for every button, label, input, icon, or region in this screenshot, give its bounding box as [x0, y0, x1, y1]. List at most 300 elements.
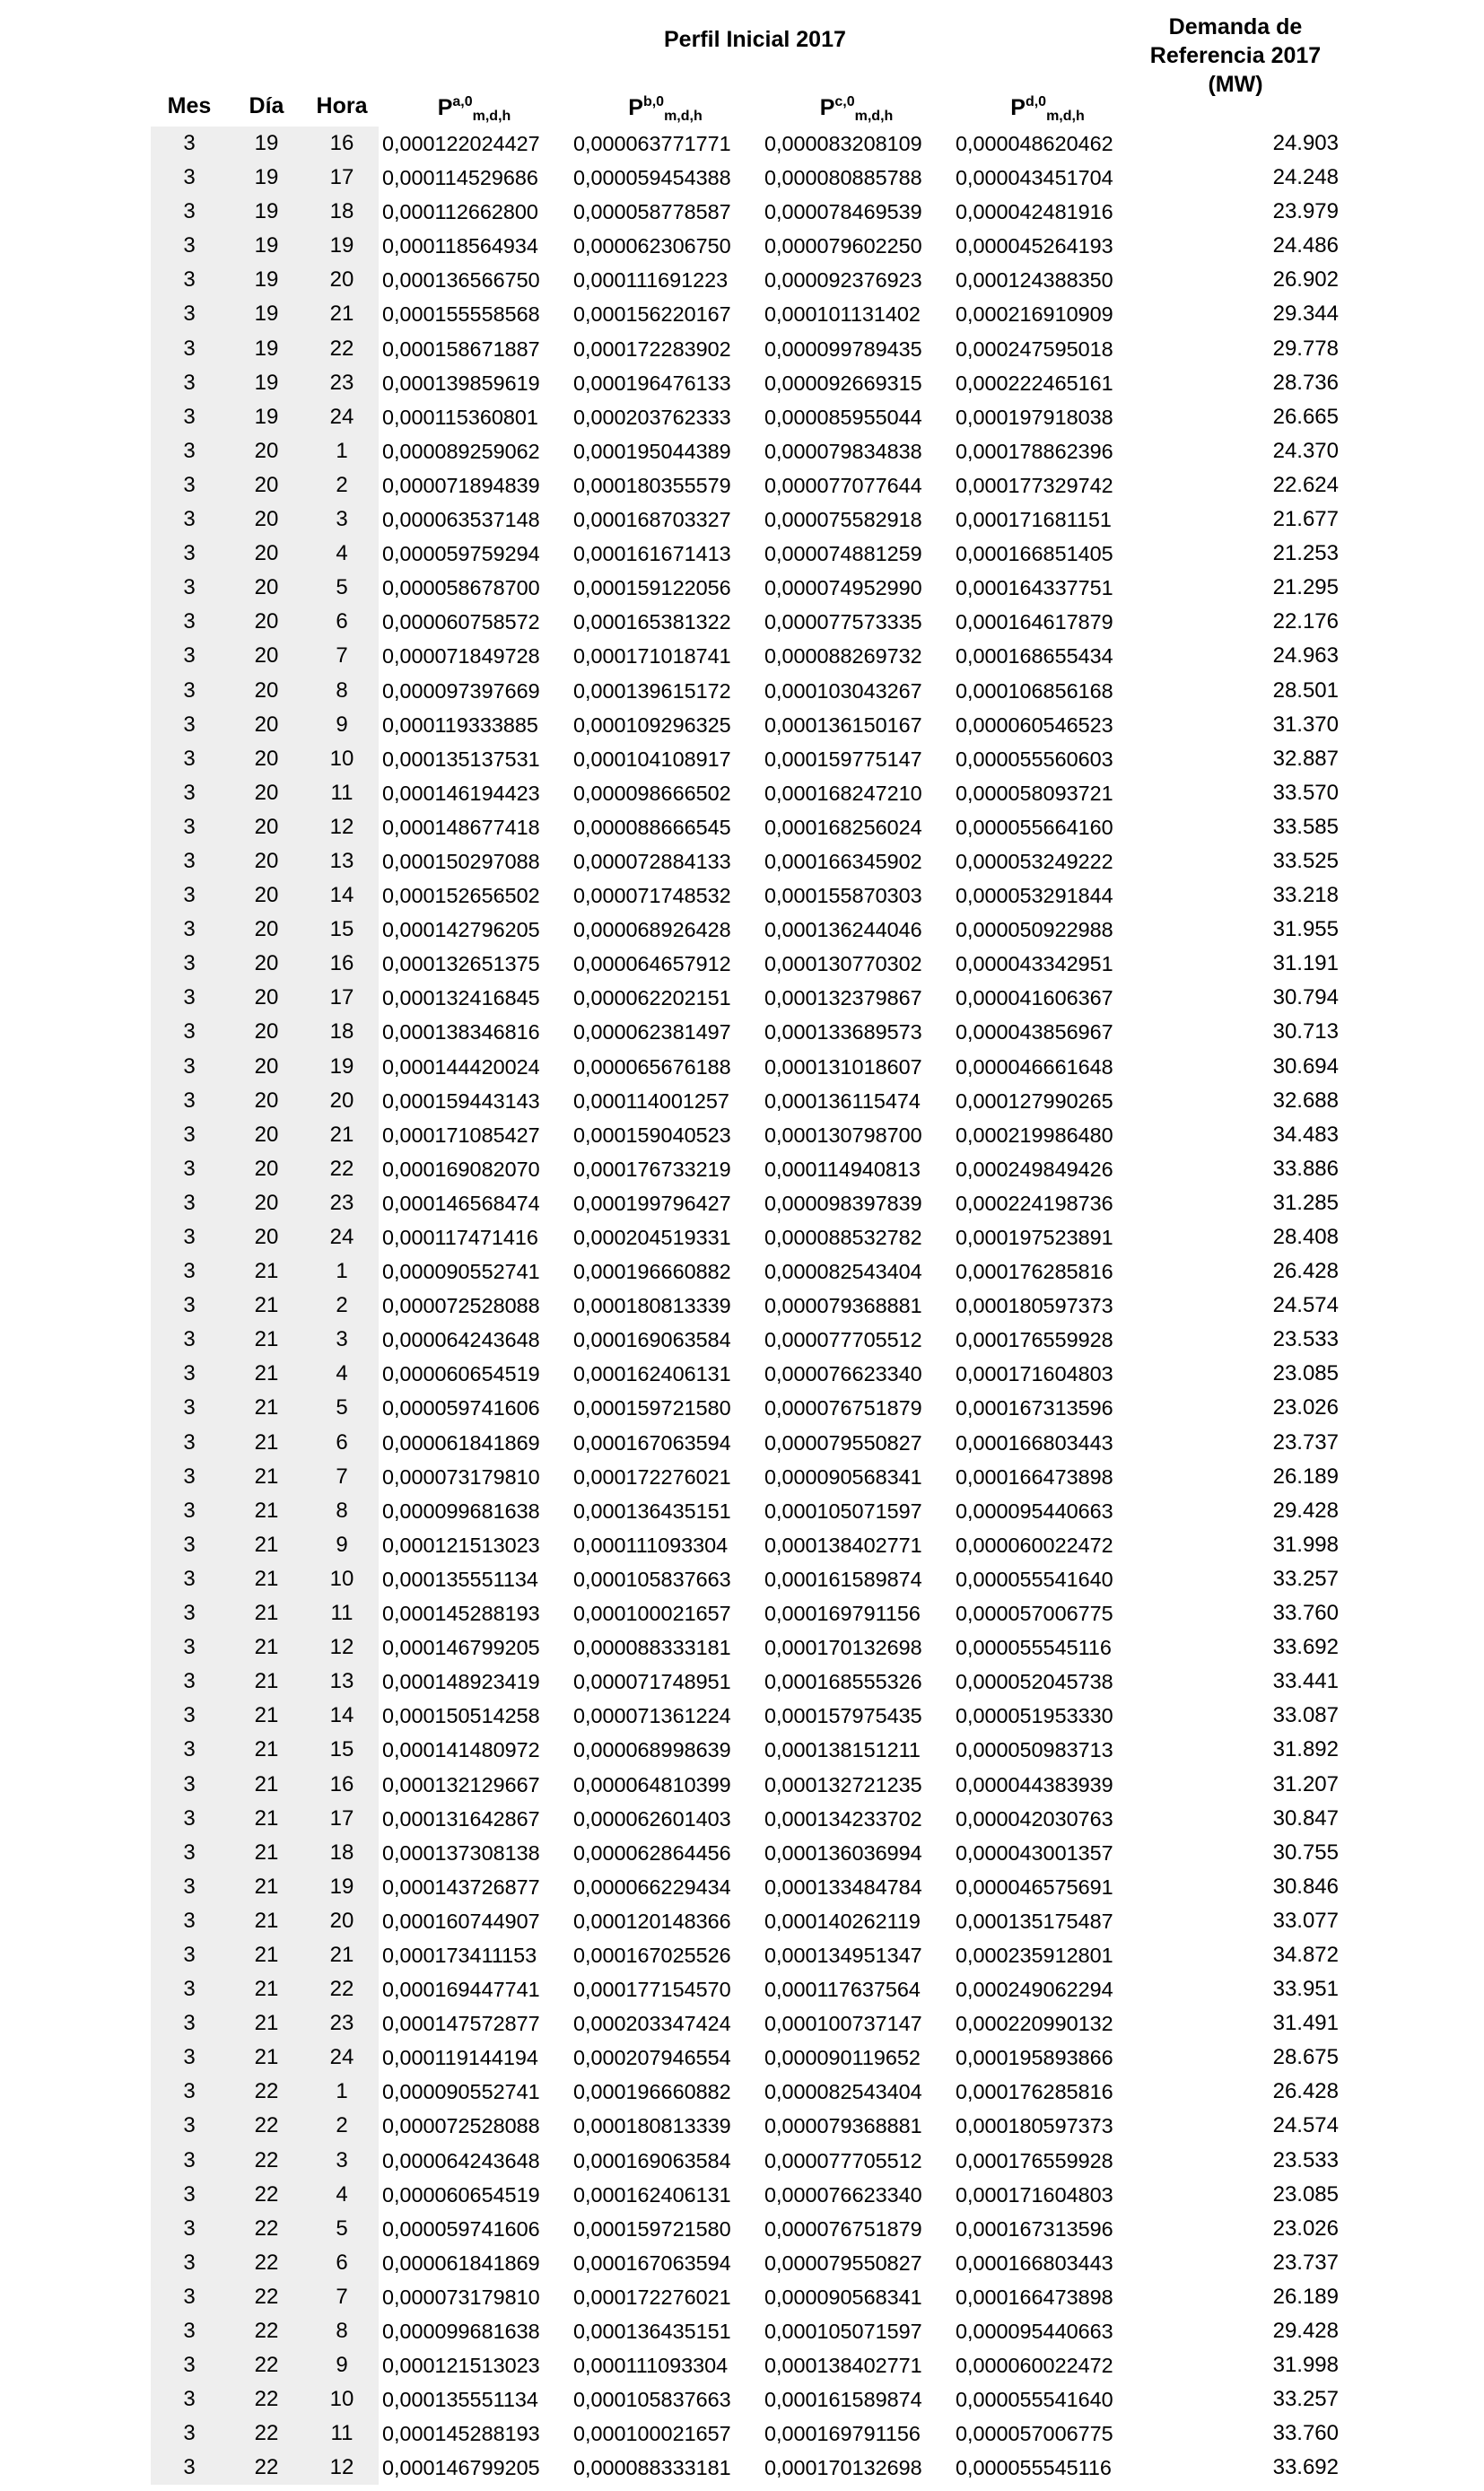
- table-row: [151, 503, 1348, 537]
- cell-demanda: 32.688: [1272, 1088, 1339, 1113]
- cell-p-c: 0,000136150167: [764, 712, 922, 737]
- cell-p-a: 0,000118564934: [382, 234, 538, 258]
- cell-p-d: 0,000058093721: [956, 781, 1113, 805]
- table-row: [151, 1733, 1348, 1767]
- cell-p-a: 0,000147572877: [382, 2012, 540, 2036]
- table-row: [151, 332, 1348, 366]
- cell-hora: 20: [329, 1088, 354, 1113]
- cell-p-c: 0,000105071597: [764, 2320, 922, 2343]
- row-key-cells: [151, 1802, 379, 1836]
- cell-p-a: 0,000155558568: [382, 302, 540, 327]
- cell-p-a: 0,000132416845: [382, 986, 540, 1010]
- row-key-cells: [151, 2348, 379, 2382]
- row-key-cells: [151, 571, 379, 605]
- cell-p-d: 0,000124388350: [956, 268, 1113, 293]
- table-row: [151, 1562, 1348, 1596]
- cell-p-b: 0,000207946554: [573, 2046, 731, 2070]
- table-row: [151, 1323, 1348, 1357]
- cell-demanda: 23.533: [1272, 1327, 1339, 1352]
- cell-p-d: 0,000127990265: [956, 1088, 1113, 1113]
- cell-p-d: 0,000219986480: [956, 1123, 1113, 1147]
- cell-p-a: 0,000121513023: [382, 2354, 540, 2378]
- header-p-b-sub: m,d,h: [664, 109, 703, 124]
- cell-p-a: 0,000073179810: [382, 1464, 540, 1489]
- table-row: [151, 776, 1348, 810]
- row-key-cells: [151, 2314, 379, 2348]
- cell-p-c: 0,000092376923: [764, 268, 922, 293]
- cell-p-d: 0,000171681151: [956, 508, 1112, 532]
- cell-dia: 22: [254, 2353, 279, 2378]
- row-key-cells: [151, 742, 379, 776]
- row-key-cells: [151, 1596, 379, 1630]
- cell-hora: 22: [329, 336, 354, 361]
- cell-dia: 21: [254, 1464, 279, 1489]
- cell-p-d: 0,000176559928: [956, 1328, 1113, 1352]
- cell-dia: 20: [254, 1122, 279, 1147]
- cell-p-d: 0,000053249222: [956, 849, 1113, 873]
- row-key-cells: [151, 1768, 379, 1802]
- cell-hora: 21: [329, 302, 354, 327]
- cell-dia: 20: [254, 1190, 279, 1215]
- cell-p-b: 0,000169063584: [573, 1328, 731, 1352]
- table-row: [151, 1665, 1348, 1699]
- table-row: [151, 1938, 1348, 1972]
- cell-p-b: 0,000111093304: [573, 1533, 729, 1557]
- cell-p-a: 0,000144420024: [382, 1054, 540, 1079]
- cell-hora: 7: [336, 2284, 348, 2309]
- cell-p-d: 0,000043342951: [956, 952, 1113, 976]
- cell-mes: 3: [183, 1703, 196, 1728]
- cell-p-d: 0,000095440663: [956, 2320, 1113, 2343]
- cell-p-d: 0,000095440663: [956, 1499, 1113, 1523]
- row-key-cells: [151, 434, 379, 468]
- row-key-cells: [151, 2417, 379, 2451]
- cell-p-d: 0,000060022472: [956, 1533, 1113, 1557]
- cell-p-c: 0,000085955044: [764, 405, 922, 429]
- row-key-cells: [151, 1050, 379, 1084]
- cell-mes: 3: [183, 677, 196, 703]
- cell-p-b: 0,000111691223: [573, 268, 729, 293]
- cell-p-d: 0,000166803443: [956, 2251, 1113, 2275]
- header-hora: Hora: [316, 93, 368, 118]
- cell-p-b: 0,000068998639: [573, 1738, 731, 1762]
- cell-p-c: 0,000075582918: [764, 508, 922, 532]
- cell-demanda: 24.370: [1272, 438, 1339, 463]
- header-demanda-line2: Referencia 2017: [1149, 43, 1322, 68]
- cell-mes: 3: [183, 1908, 196, 1933]
- table-row: [151, 1289, 1348, 1323]
- cell-p-a: 0,000099681638: [382, 2320, 540, 2343]
- cell-p-d: 0,000055541640: [956, 1567, 1113, 1591]
- cell-mes: 3: [183, 848, 196, 873]
- cell-p-c: 0,000090119652: [764, 2046, 921, 2070]
- cell-mes: 3: [183, 643, 196, 669]
- cell-dia: 21: [254, 1669, 279, 1694]
- cell-p-c: 0,000134233702: [764, 1806, 922, 1831]
- row-key-cells: [151, 1630, 379, 1665]
- cell-dia: 20: [254, 472, 279, 497]
- cell-p-a: 0,000119333885: [382, 712, 538, 737]
- row-key-cells: [151, 1665, 379, 1699]
- cell-hora: 22: [329, 1977, 354, 2002]
- cell-mes: 3: [183, 1566, 196, 1591]
- cell-hora: 19: [329, 1874, 354, 1899]
- cell-dia: 21: [254, 1635, 279, 1660]
- cell-p-b: 0,000168703327: [573, 508, 731, 532]
- cell-p-c: 0,000082543404: [764, 1260, 922, 1284]
- table-row: [151, 1699, 1348, 1733]
- cell-hora: 19: [329, 233, 354, 258]
- cell-mes: 3: [183, 1840, 196, 1865]
- cell-mes: 3: [183, 1088, 196, 1113]
- cell-demanda: 26.428: [1272, 2079, 1339, 2104]
- cell-p-a: 0,000064243648: [382, 2148, 540, 2172]
- cell-hora: 17: [329, 1805, 354, 1831]
- cell-p-a: 0,000059741606: [382, 2216, 540, 2241]
- row-key-cells: [151, 1084, 379, 1118]
- cell-p-d: 0,000249062294: [956, 1978, 1113, 2002]
- cell-p-c: 0,000155870303: [764, 884, 922, 908]
- cell-mes: 3: [183, 2421, 196, 2446]
- cell-p-a: 0,000090552741: [382, 1260, 540, 1284]
- cell-mes: 3: [183, 746, 196, 771]
- cell-dia: 21: [254, 1908, 279, 1933]
- table-row: [151, 1768, 1348, 1802]
- cell-p-c: 0,000077705512: [764, 2148, 922, 2172]
- cell-p-b: 0,000120148366: [573, 1909, 731, 1933]
- cell-p-b: 0,000204519331: [573, 1226, 731, 1249]
- cell-p-a: 0,000058678700: [382, 576, 540, 600]
- cell-p-c: 0,000170132698: [764, 2456, 922, 2480]
- cell-p-a: 0,000072528088: [382, 1294, 540, 1318]
- table-row: [151, 981, 1348, 1015]
- cell-p-a: 0,000089259062: [382, 439, 540, 463]
- cell-dia: 19: [254, 267, 279, 293]
- header-demanda-line3: (MW): [1208, 72, 1263, 97]
- row-key-cells: [151, 468, 379, 503]
- cell-p-d: 0,000055545116: [956, 1636, 1112, 1660]
- cell-p-c: 0,000159775147: [764, 747, 922, 771]
- table-row: [151, 2246, 1348, 2280]
- cell-p-b: 0,000167063594: [573, 1430, 731, 1455]
- cell-hora: 14: [329, 1703, 354, 1728]
- cell-demanda: 26.902: [1272, 267, 1339, 293]
- row-key-cells: [151, 2451, 379, 2485]
- cell-hora: 12: [329, 1635, 354, 1660]
- cell-hora: 12: [329, 814, 354, 839]
- cell-p-b: 0,000167025526: [573, 1943, 731, 1967]
- row-key-cells: [151, 708, 379, 742]
- row-key-cells: [151, 674, 379, 708]
- cell-dia: 21: [254, 1395, 279, 1420]
- cell-dia: 22: [254, 2250, 279, 2275]
- table-row: [151, 1904, 1348, 1938]
- cell-p-c: 0,000140262119: [764, 1909, 921, 1933]
- header-p-c-sup: c,0: [834, 94, 855, 109]
- row-key-cells: [151, 1015, 379, 1049]
- table-row: [151, 1186, 1348, 1220]
- table-row: [151, 537, 1348, 571]
- table-row: [151, 913, 1348, 947]
- cell-p-a: 0,000059741606: [382, 1396, 540, 1420]
- cell-p-d: 0,000247595018: [956, 337, 1113, 361]
- row-key-cells: [151, 2280, 379, 2314]
- table-row: [151, 400, 1348, 434]
- cell-p-d: 0,000043451704: [956, 166, 1113, 190]
- cell-p-c: 0,000079550827: [764, 2251, 922, 2275]
- cell-p-a: 0,000064243648: [382, 1328, 540, 1352]
- table-row: [151, 1528, 1348, 1562]
- header-mes: Mes: [167, 93, 212, 118]
- row-key-cells: [151, 1870, 379, 1904]
- cell-dia: 19: [254, 165, 279, 190]
- cell-p-d: 0,000055545116: [956, 2456, 1112, 2480]
- cell-p-a: 0,000071849728: [382, 644, 540, 669]
- cell-hora: 16: [329, 951, 354, 976]
- row-key-cells: [151, 366, 379, 400]
- cell-p-d: 0,000060022472: [956, 2354, 1113, 2378]
- cell-dia: 21: [254, 1498, 279, 1523]
- cell-p-b: 0,000072884133: [573, 849, 731, 873]
- row-key-cells: [151, 1733, 379, 1767]
- cell-demanda: 23.737: [1272, 1429, 1339, 1455]
- table-row: [151, 1460, 1348, 1494]
- table-row: [151, 195, 1348, 229]
- cell-p-d: 0,000042030763: [956, 1806, 1113, 1831]
- cell-p-a: 0,000099681638: [382, 1499, 540, 1523]
- cell-hora: 7: [336, 1464, 348, 1489]
- cell-p-a: 0,000122024427: [382, 132, 540, 155]
- cell-demanda: 22.176: [1272, 609, 1339, 634]
- table-row: [151, 674, 1348, 708]
- cell-p-b: 0,000162406131: [573, 1362, 731, 1386]
- cell-p-c: 0,000092669315: [764, 371, 922, 395]
- cell-p-c: 0,000077705512: [764, 1328, 922, 1352]
- cell-p-d: 0,000050983713: [956, 1738, 1113, 1762]
- cell-hora: 8: [336, 1498, 348, 1523]
- cell-hora: 6: [336, 1429, 348, 1455]
- cell-p-a: 0,000132651375: [382, 952, 540, 976]
- cell-dia: 21: [254, 2011, 279, 2036]
- cell-hora: 2: [336, 1293, 348, 1318]
- cell-mes: 3: [183, 575, 196, 600]
- cell-p-b: 0,000062306750: [573, 234, 731, 258]
- cell-mes: 3: [183, 1669, 196, 1694]
- cell-dia: 20: [254, 507, 279, 532]
- row-key-cells: [151, 1972, 379, 2006]
- cell-mes: 3: [183, 1122, 196, 1147]
- cell-p-c: 0,000098397839: [764, 1191, 922, 1215]
- cell-p-d: 0,000135175487: [956, 1909, 1113, 1933]
- cell-p-d: 0,000045264193: [956, 234, 1113, 258]
- table-row: [151, 2314, 1348, 2348]
- cell-p-c: 0,000132721235: [764, 1772, 922, 1796]
- cell-p-a: 0,000061841869: [382, 2251, 540, 2275]
- cell-dia: 19: [254, 131, 279, 155]
- table-row: [151, 2109, 1348, 2143]
- cell-mes: 3: [183, 2387, 196, 2412]
- cell-demanda: 30.847: [1272, 1805, 1339, 1831]
- cell-demanda: 24.903: [1272, 131, 1339, 155]
- cell-p-d: 0,000167313596: [956, 2216, 1113, 2241]
- row-key-cells: [151, 263, 379, 297]
- table-body: [151, 127, 1348, 2485]
- cell-p-b: 0,000062601403: [573, 1806, 731, 1831]
- cell-p-b: 0,000064657912: [573, 952, 731, 976]
- cell-p-a: 0,000143726877: [382, 1875, 540, 1899]
- cell-mes: 3: [183, 2216, 196, 2241]
- cell-p-a: 0,000139859619: [382, 371, 540, 395]
- cell-dia: 20: [254, 1225, 279, 1249]
- cell-p-a: 0,000173411153: [382, 1943, 537, 1967]
- cell-p-c: 0,000168256024: [764, 815, 922, 839]
- cell-dia: 22: [254, 2079, 279, 2104]
- cell-mes: 3: [183, 507, 196, 532]
- cell-p-a: 0,000169447741: [382, 1978, 540, 2002]
- cell-demanda: 31.955: [1272, 917, 1339, 942]
- cell-p-a: 0,000158671887: [382, 337, 540, 361]
- cell-demanda: 26.189: [1272, 2284, 1339, 2309]
- cell-demanda: 30.755: [1272, 1840, 1339, 1865]
- cell-dia: 20: [254, 780, 279, 805]
- cell-hora: 17: [329, 985, 354, 1010]
- cell-p-a: 0,000152656502: [382, 884, 540, 908]
- header-p-d-sub: m,d,h: [1046, 109, 1085, 124]
- cell-hora: 23: [329, 1190, 354, 1215]
- cell-mes: 3: [183, 2455, 196, 2480]
- cell-p-b: 0,000176733219: [573, 1157, 731, 1181]
- cell-p-b: 0,000088333181: [573, 1636, 731, 1660]
- cell-dia: 20: [254, 917, 279, 942]
- header-demanda: [1132, 13, 1339, 99]
- cell-dia: 21: [254, 1566, 279, 1591]
- cell-p-b: 0,000196476133: [573, 371, 731, 395]
- cell-p-c: 0,000136115474: [764, 1088, 921, 1113]
- table-row: [151, 844, 1348, 878]
- cell-mes: 3: [183, 1532, 196, 1557]
- header-p-b-sup: b,0: [642, 94, 665, 109]
- cell-p-b: 0,000059454388: [573, 166, 731, 190]
- cell-dia: 20: [254, 814, 279, 839]
- cell-p-c: 0,000168555326: [764, 1670, 922, 1694]
- cell-hora: 5: [336, 2216, 348, 2241]
- cell-p-a: 0,000145288193: [382, 2422, 540, 2446]
- cell-p-a: 0,000141480972: [382, 1738, 540, 1762]
- cell-hora: 3: [336, 1327, 348, 1352]
- cell-demanda: 26.428: [1272, 1259, 1339, 1284]
- cell-dia: 22: [254, 2113, 279, 2138]
- cell-hora: 21: [329, 1942, 354, 1967]
- cell-p-a: 0,000148923419: [382, 1670, 540, 1694]
- cell-p-d: 0,000249849426: [956, 1157, 1113, 1181]
- row-key-cells: [151, 1391, 379, 1425]
- cell-demanda: 24.963: [1272, 643, 1339, 669]
- cell-mes: 3: [183, 1156, 196, 1181]
- cell-p-d: 0,000041606367: [956, 986, 1113, 1010]
- cell-p-c: 0,000090568341: [764, 2285, 922, 2309]
- cell-hora: 8: [336, 677, 348, 703]
- cell-p-b: 0,000058778587: [573, 200, 731, 224]
- cell-demanda: 23.026: [1272, 2216, 1339, 2241]
- row-key-cells: [151, 1323, 379, 1357]
- row-key-cells: [151, 400, 379, 434]
- cell-p-d: 0,000224198736: [956, 1191, 1113, 1215]
- cell-p-c: 0,000079602250: [764, 234, 922, 258]
- cell-p-d: 0,000048620462: [956, 132, 1113, 155]
- cell-hora: 9: [336, 1532, 348, 1557]
- cell-p-b: 0,000088666545: [573, 815, 731, 839]
- cell-p-c: 0,000169791156: [764, 2422, 921, 2446]
- table-row: [151, 2178, 1348, 2212]
- cell-dia: 21: [254, 1840, 279, 1865]
- table-row: [151, 2348, 1348, 2382]
- cell-p-b: 0,000071748532: [573, 884, 731, 908]
- cell-p-d: 0,000171604803: [956, 2182, 1113, 2207]
- header-p-a-sup: a,0: [452, 94, 473, 109]
- cell-hora: 11: [330, 2421, 354, 2446]
- cell-demanda: 33.886: [1272, 1156, 1339, 1181]
- cell-mes: 3: [183, 2284, 196, 2309]
- cell-hora: 13: [329, 848, 354, 873]
- cell-p-c: 0,000090568341: [764, 1464, 922, 1489]
- cell-p-a: 0,000112662800: [382, 200, 538, 224]
- cell-demanda: 30.694: [1272, 1053, 1339, 1079]
- group-title: Perfil Inicial 2017: [664, 27, 846, 52]
- cell-hora: 18: [329, 1840, 354, 1865]
- cell-hora: 6: [336, 609, 348, 634]
- cell-p-b: 0,000159122056: [573, 576, 731, 600]
- cell-p-d: 0,000166473898: [956, 2285, 1113, 2309]
- row-key-cells: [151, 1494, 379, 1528]
- cell-p-c: 0,000117637564: [764, 1978, 921, 2002]
- table-row: [151, 263, 1348, 297]
- cell-demanda: 29.778: [1272, 336, 1339, 361]
- cell-p-a: 0,000146194423: [382, 781, 540, 805]
- row-key-cells: [151, 844, 379, 878]
- cell-p-b: 0,000199796427: [573, 1191, 731, 1215]
- cell-hora: 22: [329, 1156, 354, 1181]
- table-row: [151, 571, 1348, 605]
- cell-p-b: 0,000105837663: [573, 1567, 731, 1591]
- cell-p-d: 0,000055560603: [956, 747, 1113, 771]
- row-key-cells: [151, 1460, 379, 1494]
- cell-hora: 15: [329, 1737, 354, 1762]
- cell-demanda: 21.253: [1272, 541, 1339, 566]
- cell-p-a: 0,000171085427: [382, 1123, 540, 1147]
- row-key-cells: [151, 2246, 379, 2280]
- cell-hora: 9: [336, 712, 348, 737]
- cell-p-c: 0,000088269732: [764, 644, 922, 669]
- cell-p-c: 0,000074952990: [764, 576, 922, 600]
- cell-p-a: 0,000059759294: [382, 542, 540, 566]
- row-key-cells: [151, 2178, 379, 2212]
- cell-p-a: 0,000137308138: [382, 1840, 540, 1865]
- cell-p-d: 0,000055541640: [956, 2388, 1113, 2412]
- cell-p-d: 0,000057006775: [956, 1602, 1113, 1626]
- cell-p-a: 0,000060654519: [382, 1362, 540, 1386]
- cell-dia: 20: [254, 985, 279, 1010]
- cell-p-b: 0,000161671413: [573, 542, 731, 566]
- cell-dia: 21: [254, 1259, 279, 1284]
- table-row: [151, 1630, 1348, 1665]
- row-key-cells: [151, 1152, 379, 1186]
- cell-demanda: 23.737: [1272, 2250, 1339, 2275]
- cell-p-c: 0,000076623340: [764, 2182, 922, 2207]
- cell-p-a: 0,000148677418: [382, 815, 540, 839]
- cell-p-a: 0,000072528088: [382, 2114, 540, 2138]
- table-row: [151, 2280, 1348, 2314]
- cell-dia: 19: [254, 336, 279, 361]
